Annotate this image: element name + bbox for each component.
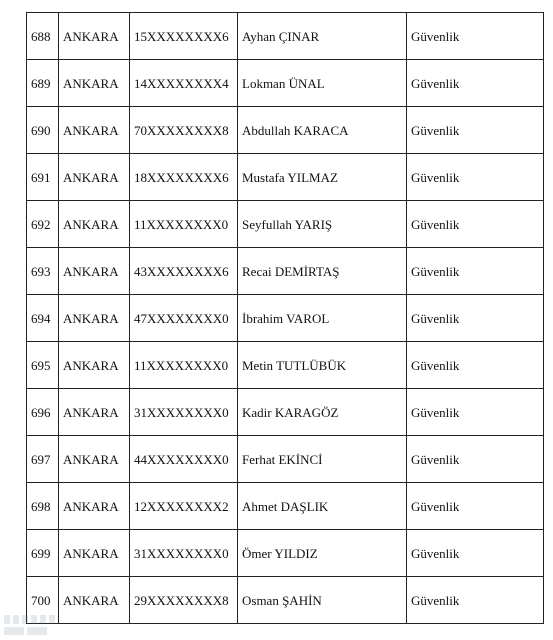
id-number-cell: 47XXXXXXXX0 <box>130 295 238 342</box>
person-name-cell: Abdullah KARACA <box>238 107 407 154</box>
table-row <box>27 342 544 389</box>
id-number-cell: 31XXXXXXXX0 <box>130 530 238 577</box>
table-row <box>27 295 544 342</box>
id-number-cell: 11XXXXXXXX0 <box>130 342 238 389</box>
row-number: 693 <box>27 248 59 295</box>
department-cell: Güvenlik <box>407 577 544 624</box>
city-cell: ANKARA <box>59 577 130 624</box>
id-number-cell: 14XXXXXXXX4 <box>130 60 238 107</box>
id-number-cell: 44XXXXXXXX0 <box>130 436 238 483</box>
department-cell: Güvenlik <box>407 13 544 60</box>
table-row <box>27 107 544 154</box>
document-page <box>26 12 543 624</box>
id-number-cell: 70XXXXXXXX8 <box>130 107 238 154</box>
department-cell: Güvenlik <box>407 436 544 483</box>
row-number: 700 <box>27 577 59 624</box>
row-number: 697 <box>27 436 59 483</box>
department-cell: Güvenlik <box>407 248 544 295</box>
department-cell: Güvenlik <box>407 60 544 107</box>
id-number-cell: 18XXXXXXXX6 <box>130 154 238 201</box>
table-row <box>27 483 544 530</box>
person-name-cell: Seyfullah YARIŞ <box>238 201 407 248</box>
person-name-cell: Ferhat EKİNCİ <box>238 436 407 483</box>
department-cell: Güvenlik <box>407 342 544 389</box>
id-number-cell: 31XXXXXXXX0 <box>130 389 238 436</box>
person-name-cell: Ömer YILDIZ <box>238 530 407 577</box>
table-row <box>27 248 544 295</box>
city-cell: ANKARA <box>59 389 130 436</box>
department-cell: Güvenlik <box>407 201 544 248</box>
table-row <box>27 154 544 201</box>
department-cell: Güvenlik <box>407 154 544 201</box>
id-number-cell: 12XXXXXXXX2 <box>130 483 238 530</box>
id-number-cell: 15XXXXXXXX6 <box>130 13 238 60</box>
person-name-cell: Lokman ÜNAL <box>238 60 407 107</box>
department-cell: Güvenlik <box>407 530 544 577</box>
row-number: 688 <box>27 13 59 60</box>
person-name-cell: Osman ŞAHİN <box>238 577 407 624</box>
city-cell: ANKARA <box>59 295 130 342</box>
row-number: 691 <box>27 154 59 201</box>
city-cell: ANKARA <box>59 13 130 60</box>
person-name-cell: İbrahim VAROL <box>238 295 407 342</box>
row-number: 699 <box>27 530 59 577</box>
department-cell: Güvenlik <box>407 389 544 436</box>
table-row <box>27 530 544 577</box>
row-number: 695 <box>27 342 59 389</box>
table-row <box>27 60 544 107</box>
city-cell: ANKARA <box>59 483 130 530</box>
person-name-cell: Mustafa YILMAZ <box>238 154 407 201</box>
row-number: 692 <box>27 201 59 248</box>
table-row <box>27 389 544 436</box>
table-row <box>27 436 544 483</box>
table-row <box>27 13 544 60</box>
city-cell: ANKARA <box>59 530 130 577</box>
watermark-logo <box>2 612 74 638</box>
row-number: 689 <box>27 60 59 107</box>
person-name-cell: Ayhan ÇINAR <box>238 13 407 60</box>
city-cell: ANKARA <box>59 201 130 248</box>
department-cell: Güvenlik <box>407 483 544 530</box>
person-name-cell: Ahmet DAŞLIK <box>238 483 407 530</box>
person-name-cell: Kadir KARAGÖZ <box>238 389 407 436</box>
city-cell: ANKARA <box>59 436 130 483</box>
city-cell: ANKARA <box>59 248 130 295</box>
id-number-cell: 43XXXXXXXX6 <box>130 248 238 295</box>
city-cell: ANKARA <box>59 154 130 201</box>
table-row <box>27 577 544 624</box>
row-number: 696 <box>27 389 59 436</box>
table-row <box>27 201 544 248</box>
id-number-cell: 11XXXXXXXX0 <box>130 201 238 248</box>
person-name-cell: Recai DEMİRTAŞ <box>238 248 407 295</box>
person-name-cell: Metin TUTLÜBÜK <box>238 342 407 389</box>
row-number: 690 <box>27 107 59 154</box>
row-number: 698 <box>27 483 59 530</box>
city-cell: ANKARA <box>59 60 130 107</box>
department-cell: Güvenlik <box>407 295 544 342</box>
city-cell: ANKARA <box>59 342 130 389</box>
id-number-cell: 29XXXXXXXX8 <box>130 577 238 624</box>
city-cell: ANKARA <box>59 107 130 154</box>
personnel-table <box>26 12 544 624</box>
department-cell: Güvenlik <box>407 107 544 154</box>
row-number: 694 <box>27 295 59 342</box>
